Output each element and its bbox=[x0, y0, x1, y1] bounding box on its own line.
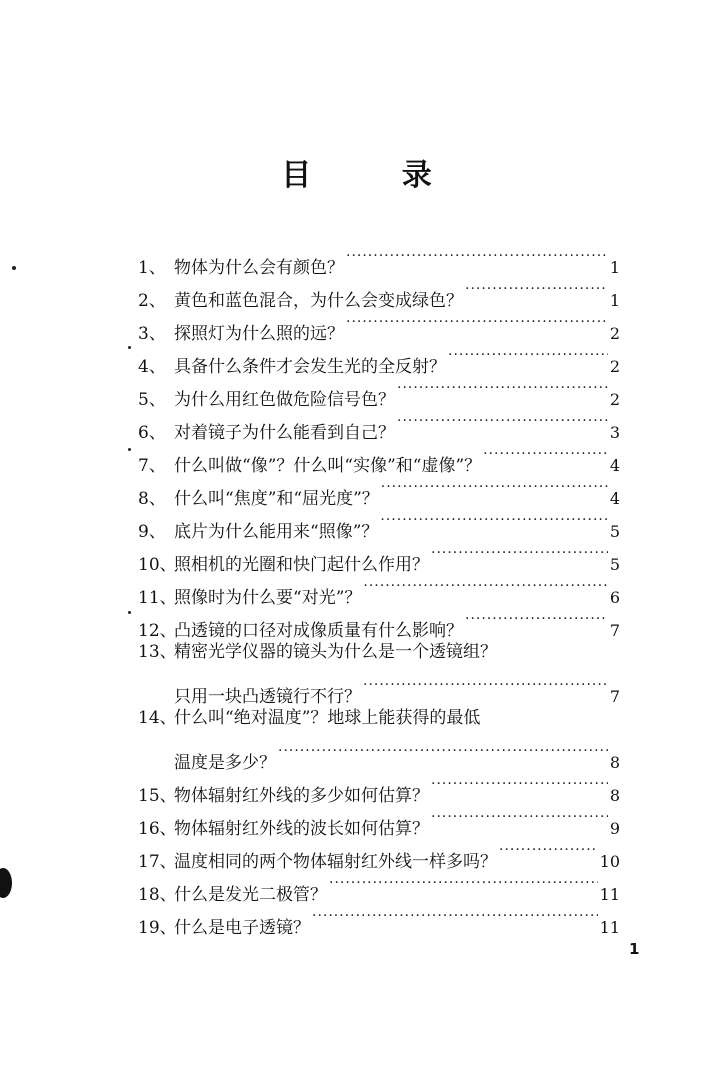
entry-title: 具备什么条件才会发生光的全反射？ bbox=[174, 357, 446, 377]
entry-title: 什么是电子透镜？ bbox=[174, 918, 310, 938]
entry-title: 物体为什么会有颜色？ bbox=[174, 258, 344, 278]
leader-dots bbox=[499, 834, 598, 867]
entry-number: 12、 bbox=[138, 621, 177, 641]
entry-page: 11 bbox=[599, 918, 620, 937]
leader-dots bbox=[363, 669, 608, 702]
entry-title: 什么叫“绝对温度”？地球上能获得的最低 bbox=[174, 708, 481, 728]
leader-dots bbox=[346, 306, 608, 339]
entry-title: 什么是发光二极管？ bbox=[174, 885, 327, 905]
leader-dots bbox=[465, 603, 608, 636]
entry-number: 19、 bbox=[138, 918, 177, 938]
entry-title: 底片为什么能用来“照像”？ bbox=[174, 522, 379, 542]
entry-title-continued: 温度是多少？ bbox=[174, 753, 276, 773]
entry-page: 1 bbox=[609, 258, 620, 277]
entry-page: 9 bbox=[609, 819, 620, 838]
entry-page: 5 bbox=[609, 522, 620, 541]
toc-entry bbox=[138, 636, 620, 669]
page-number: 1 bbox=[629, 940, 640, 958]
scan-speck bbox=[128, 346, 131, 349]
leader-dots bbox=[312, 900, 598, 933]
entry-page: 11 bbox=[599, 885, 620, 904]
entry-title: 精密光学仪器的镜头为什么是一个透镜组？ bbox=[174, 642, 497, 662]
leader-dots bbox=[465, 273, 608, 306]
entry-title: 照像时为什么要“对光”？ bbox=[174, 588, 362, 608]
scan-speck bbox=[12, 266, 16, 270]
entry-title: 对着镜子为什么能看到自己？ bbox=[174, 423, 395, 443]
toc-entry-continuation bbox=[138, 669, 620, 707]
scan-speck bbox=[128, 448, 131, 451]
entry-page: 8 bbox=[609, 753, 620, 772]
entry-number: 15、 bbox=[138, 786, 177, 806]
entry-title: 物体辐射红外线的波长如何估算？ bbox=[174, 819, 429, 839]
entry-number: 16、 bbox=[138, 819, 177, 839]
entry-page: 8 bbox=[609, 786, 620, 805]
entry-page: 7 bbox=[609, 687, 620, 706]
leader-dots bbox=[448, 339, 608, 372]
entry-number: 13、 bbox=[138, 642, 177, 662]
entry-number: 9、 bbox=[138, 522, 166, 542]
toc-entry bbox=[138, 702, 620, 735]
entry-number: 8、 bbox=[138, 489, 166, 509]
entry-number: 3、 bbox=[138, 324, 166, 344]
entry-page: 2 bbox=[609, 324, 620, 343]
toc-entry-continuation bbox=[138, 735, 620, 773]
entry-number: 17、 bbox=[138, 852, 177, 872]
entry-number: 10、 bbox=[138, 555, 177, 575]
entry-number: 11、 bbox=[138, 588, 177, 608]
entry-number: 18、 bbox=[138, 885, 177, 905]
entry-title-continued: 只用一块凸透镜行不行？ bbox=[174, 687, 361, 707]
leader-dots bbox=[431, 801, 608, 834]
entry-page: 1 bbox=[609, 291, 620, 310]
leader-dots bbox=[278, 735, 608, 768]
entry-title: 照相机的光圈和快门起什么作用？ bbox=[174, 555, 429, 575]
page-title: 目 录 bbox=[281, 158, 472, 193]
entry-number: 4、 bbox=[138, 357, 166, 377]
entry-number: 1、 bbox=[138, 258, 166, 278]
entry-page: 6 bbox=[609, 588, 620, 607]
scan-speck bbox=[128, 611, 131, 614]
entry-title: 温度相同的两个物体辐射红外线一样多吗？ bbox=[174, 852, 497, 872]
entry-number: 14、 bbox=[138, 708, 177, 728]
entry-number: 2、 bbox=[138, 291, 166, 311]
leader-dots bbox=[397, 372, 608, 405]
entry-title: 为什么用红色做危险信号色？ bbox=[174, 390, 395, 410]
entry-page: 2 bbox=[609, 357, 620, 376]
leader-dots bbox=[381, 471, 608, 504]
entry-title: 什么叫“焦度”和“屈光度”？ bbox=[174, 489, 379, 509]
entry-page: 7 bbox=[609, 621, 620, 640]
toc-entry bbox=[138, 240, 620, 278]
entry-page: 3 bbox=[609, 423, 620, 442]
entry-title: 什么叫做“像”？什么叫“实像”和“虚像”？ bbox=[174, 456, 482, 476]
leader-dots bbox=[346, 240, 608, 273]
leader-dots bbox=[363, 570, 607, 603]
entry-page: 10 bbox=[599, 852, 620, 871]
entry-number: 5、 bbox=[138, 390, 166, 410]
leader-dots bbox=[397, 405, 608, 438]
entry-page: 5 bbox=[609, 555, 620, 574]
leader-dots bbox=[483, 438, 608, 471]
entry-page: 4 bbox=[609, 489, 620, 508]
table-of-contents bbox=[138, 240, 620, 938]
entry-number: 6、 bbox=[138, 423, 166, 443]
entry-title: 探照灯为什么照的远？ bbox=[174, 324, 344, 344]
entry-page: 4 bbox=[609, 456, 620, 475]
entry-page: 2 bbox=[609, 390, 620, 409]
leader-dots bbox=[380, 504, 607, 537]
entry-number: 7、 bbox=[138, 456, 166, 476]
entry-title: 黄色和蓝色混合，为什么会变成绿色？ bbox=[174, 291, 463, 311]
entry-title: 物体辐射红外线的多少如何估算？ bbox=[174, 786, 429, 806]
leader-dots bbox=[329, 867, 598, 900]
leader-dots bbox=[431, 537, 608, 570]
leader-dots bbox=[431, 768, 608, 801]
scan-blot bbox=[0, 868, 12, 898]
entry-title: 凸透镜的口径对成像质量有什么影响？ bbox=[174, 621, 463, 641]
